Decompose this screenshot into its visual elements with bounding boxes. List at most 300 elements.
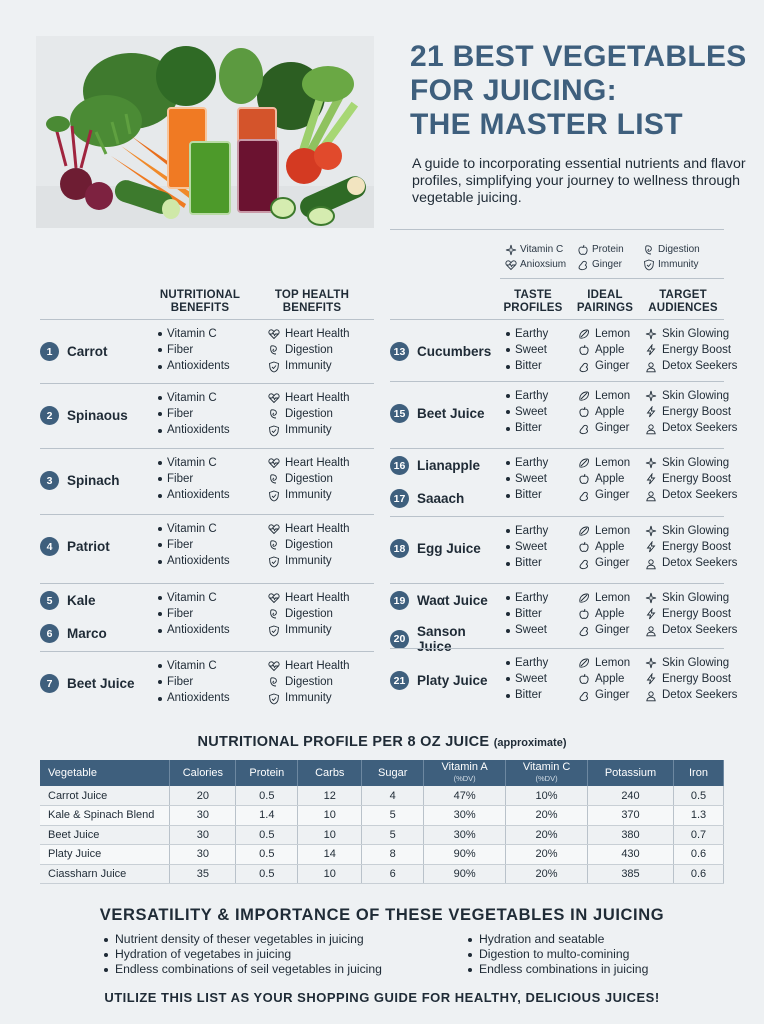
item-label: Digestion xyxy=(285,408,333,421)
number-badge: 2 xyxy=(40,406,59,425)
bullet-dot xyxy=(506,529,510,533)
bullet-dot xyxy=(506,545,510,549)
table-cell: 10 xyxy=(298,864,362,884)
header-label: Potassium xyxy=(604,766,657,779)
table-cell: 8 xyxy=(362,845,424,865)
item-label: Apple xyxy=(595,541,625,554)
bullet-dot xyxy=(158,680,162,684)
icon-list xyxy=(268,521,374,570)
list-item xyxy=(578,326,644,342)
item-label: Fiber xyxy=(167,344,194,357)
lemon-icon xyxy=(578,657,590,669)
item-label: Digestion xyxy=(285,608,333,621)
vegetable-row xyxy=(40,651,374,717)
ginger-icon xyxy=(578,423,590,435)
sparkle-icon xyxy=(645,657,657,669)
item-label: Skin Glowing xyxy=(662,592,730,604)
list-item xyxy=(506,539,572,555)
vegetable-label: Lianapple xyxy=(417,458,481,473)
ginger-icon xyxy=(577,259,589,271)
bullet-list xyxy=(506,590,572,639)
icon-list xyxy=(645,388,738,437)
item-label: Immunity xyxy=(285,360,332,373)
list-item xyxy=(645,404,732,420)
bullet-dot xyxy=(506,494,510,498)
shield-icon xyxy=(268,625,280,637)
vegetable-row xyxy=(40,514,374,580)
item-label: Detox Seekers xyxy=(662,422,738,435)
bullet-dot xyxy=(506,629,510,633)
item-label: Fiber xyxy=(167,676,194,689)
bullet-dot xyxy=(158,612,162,616)
item-label: Immunity xyxy=(285,489,332,502)
list-item xyxy=(645,590,730,606)
bullet-dot xyxy=(506,694,510,698)
sparkle-icon xyxy=(505,244,517,256)
bullet-dot xyxy=(158,461,162,465)
item-label: Antioxidents xyxy=(167,555,230,568)
list-item xyxy=(645,487,738,503)
table-cell: 430 xyxy=(588,845,674,865)
bullet-dot xyxy=(506,427,510,431)
item-label: Vitamin C xyxy=(167,392,217,404)
table-cell: 5 xyxy=(362,806,424,826)
item-label: Heart Health xyxy=(285,523,350,535)
vegetable-row xyxy=(390,381,738,447)
list-item xyxy=(158,553,264,569)
apple-icon xyxy=(578,608,590,620)
number-badge: 6 xyxy=(40,624,59,643)
icon-list xyxy=(268,590,374,639)
bullet-dot xyxy=(104,968,108,972)
bullet-list xyxy=(158,590,264,639)
person-icon xyxy=(645,690,657,702)
bullet-list xyxy=(158,390,264,439)
item-label: Immunity xyxy=(285,555,332,568)
table-header xyxy=(673,760,723,786)
header-label: Vitamin A xyxy=(441,761,488,773)
bullet-dot xyxy=(158,697,162,701)
item-label: Skin Glowing xyxy=(662,657,730,669)
list-item xyxy=(158,658,264,674)
vegetable-row xyxy=(40,448,374,514)
bullet-dot xyxy=(158,560,162,564)
ginger-icon xyxy=(578,690,590,702)
list-item xyxy=(468,932,648,947)
item-label: Fiber xyxy=(167,473,194,486)
item-label: Ginger xyxy=(595,489,630,502)
list-item xyxy=(268,606,374,622)
person-icon xyxy=(645,423,657,435)
lemon-icon xyxy=(578,525,590,537)
item-label: Endless combinations of seil vegetables in juicing xyxy=(115,962,382,977)
table-cell: 10 xyxy=(298,806,362,826)
number-badge: 15 xyxy=(390,404,409,423)
table-cell: 10 xyxy=(298,825,362,845)
vegetable-name xyxy=(390,342,500,361)
vegetable-row xyxy=(390,319,738,385)
list-item xyxy=(268,537,374,553)
header-label: Vitamin C xyxy=(522,761,571,773)
item-label: Hydration of vegetabes in juicing xyxy=(115,947,292,962)
item-label: Heart Health xyxy=(285,660,350,672)
legend-label: Vitamin C xyxy=(520,244,564,255)
icon-list xyxy=(645,326,738,375)
bullet-dot xyxy=(506,562,510,566)
table-cell: Carrot Juice xyxy=(40,786,170,806)
list-item xyxy=(158,342,264,358)
vegetable-label: Spinach xyxy=(67,473,120,488)
list-item xyxy=(578,606,644,622)
list-item xyxy=(645,342,732,358)
item-label: Skin Glowing xyxy=(662,390,730,402)
swirl-icon xyxy=(268,539,280,551)
vegetable-label: Marco xyxy=(67,626,107,641)
header-unit: (%DV) xyxy=(453,774,476,783)
item-label: Energy Boost xyxy=(662,608,732,621)
table-row xyxy=(40,806,724,826)
item-label: Energy Boost xyxy=(662,406,732,419)
divider xyxy=(500,278,724,279)
table-cell: 380 xyxy=(588,825,674,845)
icon-list xyxy=(645,590,738,639)
list-item xyxy=(578,555,644,571)
table-cell: 1.4 xyxy=(236,806,298,826)
item-label: Ginger xyxy=(595,557,630,570)
lightning-icon xyxy=(645,673,657,685)
lemon-icon xyxy=(578,390,590,402)
item-label: Detox Seekers xyxy=(662,624,738,637)
list-item xyxy=(578,342,644,358)
icon-list xyxy=(645,655,738,704)
swirl-icon xyxy=(268,676,280,688)
vegetable-name xyxy=(390,456,500,475)
table-header xyxy=(236,760,298,786)
list-item xyxy=(645,622,738,638)
icon-list xyxy=(578,388,644,437)
list-item xyxy=(506,326,572,342)
bullet-dot xyxy=(104,938,108,942)
ginger-icon xyxy=(578,625,590,637)
table-cell: 20% xyxy=(506,825,588,845)
person-icon xyxy=(645,490,657,502)
item-label: Sweet xyxy=(515,344,547,357)
legend-label: Ginger xyxy=(592,259,623,270)
list-item xyxy=(268,406,374,422)
icon-list xyxy=(578,655,644,704)
vegetable-row xyxy=(390,648,738,714)
item-label: Apple xyxy=(595,406,625,419)
item-label: Sweet xyxy=(515,624,547,637)
list-item xyxy=(158,674,264,690)
legend-label: Protein xyxy=(592,244,624,255)
item-label: Detox Seekers xyxy=(662,489,738,502)
list-item xyxy=(268,487,374,503)
bullet-list xyxy=(158,658,264,707)
table-cell: 30 xyxy=(170,845,236,865)
item-label: Detox Seekers xyxy=(662,689,738,702)
table-cell: 12 xyxy=(298,786,362,806)
item-label: Ginger xyxy=(595,422,630,435)
footer-cta: UTILIZE THIS LIST AS YOUR SHOPPING GUIDE FOR HEALTHY, DELICIOUS JUICES! xyxy=(104,990,660,1005)
bullet-dot xyxy=(506,661,510,665)
ginger-icon xyxy=(578,361,590,373)
list-item xyxy=(268,358,374,374)
table-cell: 370 xyxy=(588,806,674,826)
vegetable-row xyxy=(40,583,374,649)
vegetable-label: Platy Juice xyxy=(417,673,488,688)
item-label: Lemon xyxy=(595,592,631,604)
list-item xyxy=(158,487,264,503)
vegetable-label: Saaach xyxy=(417,491,465,506)
vegetable-name xyxy=(390,404,500,423)
heart-pulse-icon xyxy=(268,457,280,469)
table-cell: 0.5 xyxy=(236,786,298,806)
table-cell: 14 xyxy=(298,845,362,865)
list-item xyxy=(645,455,730,471)
table-cell: 240 xyxy=(588,786,674,806)
bullet-dot xyxy=(506,596,510,600)
item-label: Lemon xyxy=(595,328,631,340)
list-item xyxy=(268,471,374,487)
table-header xyxy=(298,760,362,786)
item-label: Heart Health xyxy=(285,592,350,604)
item-label: Sweet xyxy=(515,406,547,419)
list-item xyxy=(645,358,738,374)
item-label: Vitamin C xyxy=(167,523,217,535)
bullet-list xyxy=(158,455,264,504)
bullet-dot xyxy=(506,332,510,336)
vegetable-label: Carrot xyxy=(67,344,108,359)
table-header xyxy=(588,760,674,786)
vegetable-row xyxy=(40,319,374,385)
list-item xyxy=(506,404,572,420)
apple-icon xyxy=(578,406,590,418)
list-item xyxy=(578,420,644,436)
item-label: Heart Health xyxy=(285,457,350,469)
bullet-dot xyxy=(158,332,162,336)
vegetable-name xyxy=(390,489,500,508)
table-cell: 5 xyxy=(362,825,424,845)
list-item xyxy=(506,455,572,471)
list-item xyxy=(578,590,644,606)
list-item xyxy=(158,537,264,553)
lemon-icon xyxy=(578,328,590,340)
vegetable-label: Beet Juice xyxy=(417,406,485,421)
item-label: Skin Glowing xyxy=(662,328,730,340)
bullet-dot xyxy=(506,348,510,352)
vegetable-row xyxy=(390,448,738,514)
icon-list xyxy=(268,455,374,504)
item-label: Energy Boost xyxy=(662,344,732,357)
list-item xyxy=(506,420,572,436)
item-label: Sweet xyxy=(515,541,547,554)
bullet-dot xyxy=(506,477,510,481)
item-label: Bitter xyxy=(515,489,542,502)
bullet-dot xyxy=(158,527,162,531)
list-item xyxy=(645,471,732,487)
lemon-icon xyxy=(578,457,590,469)
list-item xyxy=(104,962,382,977)
item-label: Ginger xyxy=(595,624,630,637)
list-item xyxy=(268,521,374,537)
item-label: Antioxidents xyxy=(167,489,230,502)
table-cell: 0.5 xyxy=(236,864,298,884)
table-cell: 35 xyxy=(170,864,236,884)
versatility-list-right xyxy=(468,932,648,978)
list-item xyxy=(578,655,644,671)
icon-list xyxy=(578,523,644,572)
item-label: Bitter xyxy=(515,360,542,373)
list-item xyxy=(268,455,374,471)
list-item xyxy=(506,523,572,539)
item-label: Endless combinations in juicing xyxy=(479,962,649,977)
sparkle-icon xyxy=(645,592,657,604)
table-cell: 0.6 xyxy=(673,845,723,865)
bullet-dot xyxy=(158,629,162,633)
list-item xyxy=(268,326,374,342)
item-label: Bitter xyxy=(515,689,542,702)
lemon-icon xyxy=(578,592,590,604)
item-label: Bitter xyxy=(515,422,542,435)
list-item xyxy=(578,671,644,687)
bullet-dot xyxy=(158,365,162,369)
list-item xyxy=(158,590,264,606)
vegetable-label: Cucumbers xyxy=(417,344,492,359)
icon-list xyxy=(578,455,644,504)
bullet-dot xyxy=(158,396,162,400)
lightning-icon xyxy=(645,608,657,620)
list-item xyxy=(158,521,264,537)
shield-icon xyxy=(268,425,280,437)
divider xyxy=(390,229,724,230)
bullet-list xyxy=(506,455,572,504)
item-label: Energy Boost xyxy=(662,673,732,686)
table-cell: 1.3 xyxy=(673,806,723,826)
list-item xyxy=(506,487,572,503)
swirl-icon xyxy=(643,244,655,256)
shield-icon xyxy=(268,693,280,705)
list-item xyxy=(578,487,644,503)
bullet-dot xyxy=(468,968,472,972)
table-header xyxy=(362,760,424,786)
item-label: Digestion xyxy=(285,344,333,357)
bullet-list xyxy=(158,326,264,375)
list-item xyxy=(468,947,648,962)
item-label: Detox Seekers xyxy=(662,557,738,570)
item-label: Antioxidents xyxy=(167,424,230,437)
sparkle-icon xyxy=(645,390,657,402)
item-label: Apple xyxy=(595,473,625,486)
table-cell: 0.7 xyxy=(673,825,723,845)
item-label: Fiber xyxy=(167,608,194,621)
number-badge: 17 xyxy=(390,489,409,508)
table-cell: 30 xyxy=(170,806,236,826)
bullet-dot xyxy=(158,596,162,600)
item-label: Heart Health xyxy=(285,328,350,340)
vegetable-name xyxy=(40,471,150,490)
heart-pulse-icon xyxy=(268,592,280,604)
shield-icon xyxy=(268,490,280,502)
item-label: Digestion xyxy=(285,473,333,486)
table-cell: 47% xyxy=(424,786,506,806)
item-label: Vitamin C xyxy=(167,592,217,604)
table-cell: 0.5 xyxy=(673,786,723,806)
item-label: Antioxidents xyxy=(167,360,230,373)
item-label: Earthy xyxy=(515,457,549,469)
list-item xyxy=(506,388,572,404)
list-item xyxy=(158,326,264,342)
list-item xyxy=(506,471,572,487)
apple-icon xyxy=(578,344,590,356)
list-item xyxy=(578,404,644,420)
column-header-pairings: IDEAL PAIRINGS xyxy=(576,289,634,314)
number-badge: 18 xyxy=(390,539,409,558)
list-item xyxy=(268,390,374,406)
item-label: Fiber xyxy=(167,408,194,421)
heart-pulse-icon xyxy=(268,392,280,404)
bullet-dot xyxy=(506,410,510,414)
table-cell: Ciassharn Juice xyxy=(40,864,170,884)
sparkle-icon xyxy=(645,328,657,340)
item-label: Sweet xyxy=(515,673,547,686)
swirl-icon xyxy=(268,608,280,620)
vegetable-row xyxy=(40,383,374,449)
item-label: Apple xyxy=(595,344,625,357)
swirl-icon xyxy=(268,473,280,485)
sparkle-icon xyxy=(645,457,657,469)
vegetable-label: Kale xyxy=(67,593,96,608)
list-item xyxy=(506,622,572,638)
list-item xyxy=(158,690,264,706)
person-icon xyxy=(645,625,657,637)
item-label: Lemon xyxy=(595,525,631,537)
list-item xyxy=(578,622,644,638)
legend-label: Immunity xyxy=(658,259,699,270)
shield-icon xyxy=(268,556,280,568)
list-item xyxy=(645,523,730,539)
item-label: Sweet xyxy=(515,473,547,486)
list-item xyxy=(578,523,644,539)
list-item xyxy=(506,342,572,358)
bullet-list xyxy=(506,326,572,375)
person-icon xyxy=(645,361,657,373)
list-item xyxy=(578,455,644,471)
table-header xyxy=(506,760,588,786)
table-cell: 20 xyxy=(170,786,236,806)
list-item xyxy=(645,555,738,571)
lightning-icon xyxy=(645,473,657,485)
list-item xyxy=(645,420,738,436)
list-item xyxy=(645,606,732,622)
bullet-dot xyxy=(506,677,510,681)
list-item xyxy=(268,553,374,569)
table-cell: 0.6 xyxy=(673,864,723,884)
table-cell: 4 xyxy=(362,786,424,806)
heart-pulse-icon xyxy=(268,660,280,672)
list-item xyxy=(506,687,572,703)
item-label: Antioxidents xyxy=(167,692,230,705)
table-cell: Beet Juice xyxy=(40,825,170,845)
table-cell: Platy Juice xyxy=(40,845,170,865)
bullet-dot xyxy=(506,394,510,398)
versatility-title: VERSATILITY & IMPORTANCE OF THESE VEGETABLES IN JUICING xyxy=(99,906,665,924)
list-item xyxy=(158,471,264,487)
swirl-icon xyxy=(268,344,280,356)
vegetable-name xyxy=(40,591,150,610)
nutrition-title: NUTRITIONAL PROFILE PER 8 OZ JUICE (approximate) xyxy=(197,734,567,750)
number-badge: 20 xyxy=(390,630,409,649)
